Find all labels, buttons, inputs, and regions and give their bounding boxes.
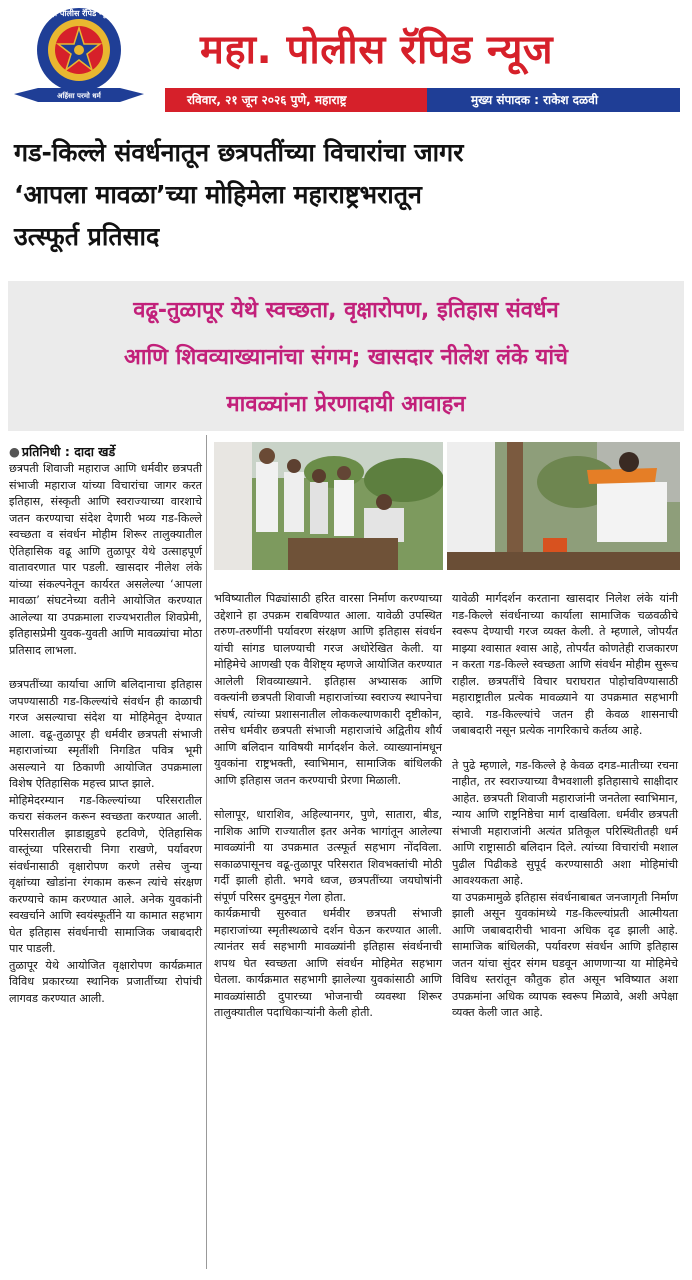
headline-line: ‘आपला मावळा’च्या मोहिमेला महाराष्ट्रभरातून xyxy=(14,180,422,209)
article-column-1 xyxy=(9,461,202,1007)
article-column-3 xyxy=(452,591,678,1022)
police-logo xyxy=(10,2,148,108)
logo-motto: अहिंसा परमो धर्म xyxy=(57,92,101,100)
subheadline-line: आणि शिवव्याख्यानांचा संगम; खासदार नीलेश लंके यांचे xyxy=(123,345,568,370)
paragraph: तुळापूर येथे आयोजित वृक्षारोपण कार्यक्रमात विविध प्रकारच्या स्थानिक प्रजातींच्या रोपांची लागवड करण्यात आली. xyxy=(9,958,202,1005)
paragraph: भविष्यातील पिढ्यांसाठी हरित वारसा निर्माण करण्याच्या उद्देशाने हा उपक्रम राबविण्यात आला. यावेळी उपस्थित तरुण-तरुणींनी पर्यावरण संरक्षण आणि इतिहास संवर्धन यांची सांगड घालण्याची गरज अधोरेखित केली. या मोहिमेचे आणखी एक वैशिष्ट्य म्हणजे आयोजित करण्यात आलेली शिवव्याख्याने. इतिहास अभ्यासक आणि वक्त्यांनी छत्रपती शिवाजी महाराजांच्या स्वराज्य स्थापनेचा संघर्ष, त्यांच्या प्रशासनातील लोककल्याणकारी दृष्टीकोन, तसेच धर्मवीर छत्रपती संभाजी महाराजांचे अद्वितीय शौर्य आणि बलिदान याविषयी मार्गदर्शन केले. व्याख्यानांमधून युवकांना राष्ट्रभक्ती, स्वाभिमान, सामाजिक बांधिलकी आणि इतिहास जतन करण्याची प्रेरणा मिळाली. xyxy=(214,592,443,787)
headline-line: उत्स्फूर्त प्रतिसाद xyxy=(14,222,160,251)
editor-bar: मुख्य संपादक : राकेश दळवी xyxy=(427,88,680,112)
paragraph: यावेळी मार्गदर्शन करताना खासदार निलेश लंके यांनी गड-किल्ले संवर्धनाच्या कार्याला सामाजिक चळवळीचे स्वरूप देण्याची गरज व्यक्त केली. ते म्हणाले, जोपर्यंत माझ्या श्वासात श्वास आहे, तोपर्यंत कोणतेही राजकारण न करता गड-किल्ले स्वच्छता आणि संवर्धन मोहीम सुरूच राहील. छत्रपतींचे विचार घराघरात पोहोचविण्यासाठी महाराष्ट्रातील प्रत्येक मावळ्याने या उपक्रमात सहभागी व्हावे. गड-किल्ल्यांचे जतन ही केवळ शासनाची जबाबदारी नसून प्रत्येक नागरिकाचे कर्तव्य आहे. xyxy=(452,592,678,737)
byline xyxy=(9,443,115,460)
paragraph: या उपक्रमामुळे इतिहास संवर्धनाबाबत जनजागृती निर्माण झाली असून युवकांमध्ये गड-किल्ल्यांप्रती आत्मीयता आणि जबाबदारीची भावना अधिक दृढ झाली आहे. सामाजिक बांधिलकी, पर्यावरण संवर्धन आणि इतिहास जतन यांचा सुंदर संगम घडवून आणणाऱ्या या मोहिमेचे विविध स्तरांतून कौतुक होत असून भविष्यात अशा उपक्रमांना अधिक व्यापक स्वरूप मिळावे, अशी अपेक्षा व्यक्त केली जात आहे. xyxy=(452,890,678,1019)
byline-text: प्रतिनिधी : दादा खर्डे xyxy=(21,444,116,459)
bullet-icon: ● xyxy=(9,444,20,459)
subheadline-line: मावळ्यांना प्रेरणादायी आवाहन xyxy=(226,392,466,417)
paragraph: ते पुढे म्हणाले, गड-किल्ले हे केवळ दगड-मातीच्या रचना नाहीत, तर स्वराज्याच्या वैभवशाली इतिहासाचे साक्षीदार आहेत. छत्रपती शिवाजी महाराजांनी जनतेला स्वाभिमान, न्याय आणि राष्ट्रनिष्ठेचा मार्ग दाखविला. धर्मवीर छत्रपती संभाजी महाराजांनी अत्यंत प्रतिकूल परिस्थितीतही धर्म आणि राष्ट्रासाठी बलिदान दिले. त्यांच्या विचारांची मशाल पुढील पिढीकडे सुपूर्द करण्यासाठी अशा मोहिमांची आवश्यकता आहे. xyxy=(452,758,678,887)
article-column-2 xyxy=(214,591,442,1022)
subheadline-line: वढू-तुळापूर येथे स्वच्छता, वृक्षारोपण, इतिहास संवर्धन xyxy=(133,298,559,323)
headline-line: गड-किल्ले संवर्धनातून छत्रपतींच्या विचारांचा जागर xyxy=(14,138,464,167)
paragraph: सोलापूर, धाराशिव, अहिल्यानगर, पुणे, सातारा, बीड, नाशिक आणि राज्यातील इतर अनेक भागांतून आलेल्या मावळ्यांनी या उपक्रमात उत्स्फूर्त सहभाग नोंदविला. सकाळपासूनच वढू-तुळापूर परिसरात शिवभक्तांची मोठी गर्दी झाली होती. भगवे ध्वज, छत्रपतींच्या जयघोषांनी संपूर्ण परिसर दुमदुमून गेला होता. xyxy=(214,808,442,904)
logo-ring-text: महा पोलीस रॅपिड न्यूज xyxy=(45,9,113,18)
subheadline xyxy=(8,287,684,428)
paragraph: कार्यक्रमाची सुरुवात धर्मवीर छत्रपती संभाजी महाराजांच्या स्मृतीस्थळाचे दर्शन घेऊन करण्यात आली. त्यानंतर सर्व सहभागी मावळ्यांनी इतिहास संवर्धनाची शपथ घेत स्वच्छता आणि संवर्धन मोहिमेत सहभाग घेतला. कार्यक्रमात सहभागी झालेल्या युवकांसाठी आणि मावळ्यांसाठी दुपारच्या भोजनाची व्यवस्था शिरूर तालुक्यातील पदाधिकाऱ्यांनी केली होती. xyxy=(214,907,442,1019)
paragraph: मोहिमेदरम्यान गड-किल्ल्यांच्या परिसरातील कचरा संकलन करून स्वच्छता करण्यात आली. परिसरातील झाडाझुडपे हटविणे, ऐतिहासिक वास्तूंच्या परिसराची निगा राखणे, पर्यावरण संवर्धनासाठी वृक्षारोपण करणे तसेच जुन्या वृक्षांच्या खोडांना रंगकाम करून त्यांचे संरक्षण करण्याचे काम करण्यात आले. अनेक युवकांनी स्वखर्चाने आणि स्वयंस्फूर्तीने या कामात सहभाग घेत इतिहास संवर्धनाची सामाजिक जबाबदारी पार पाडली. xyxy=(9,793,202,955)
paragraph: छत्रपती शिवाजी महाराज आणि धर्मवीर छत्रपती संभाजी महाराज यांच्या विचारांचा जागर करत इतिहास, संस्कृती आणि स्वराज्याच्या वारशाचे जतन करण्याचा संदेश देणारी भव्य गड-किल्ले स्वच्छता व संवर्धन मोहीम शिरूर तालुक्यातील ऐतिहासिक वढू आणि तुळापूर येथे उत्साहपूर्ण वातावरणात पार पडली. खासदार नीलेश लंके यांच्या संकल्पनेतून कार्यरत असलेल्या ‘आपला मावळा’ संघटनेच्या वतीने आयोजित करण्यात आलेल्या या उपक्रमाला राज्यभरातील शिवप्रेमी, इतिहासप्रेमी युवक-युवती आणि मावळ्यांचा मोठा प्रतिसाद लाभला. xyxy=(9,462,202,657)
dateline-bar: रविवार, २१ जून २०२६ पुणे, महाराष्ट्र xyxy=(165,88,427,112)
logo-centre-dot xyxy=(74,45,84,55)
column-divider xyxy=(206,435,207,1269)
newspaper-title: महा. पोलीस रॅपिड न्यूज xyxy=(200,27,554,73)
watering-sapling-photo xyxy=(447,442,680,570)
group-planting-photo xyxy=(214,442,443,570)
headline xyxy=(14,132,682,258)
paragraph: छत्रपतींच्या कार्याचा आणि बलिदानाचा इतिहास जपण्यासाठी गड-किल्ल्यांचे संवर्धन ही काळाची गरज असल्याचा संदेश या मोहिमेतून देण्यात आला. वढू-तुळापूर ही धर्मवीर छत्रपती संभाजी महाराजांच्या स्मृतींशी निगडित पवित्र भूमी असल्याने या ठिकाणी आयोजित उपक्रमाला विशेष ऐतिहासिक महत्त्व प्राप्त झाले. xyxy=(9,678,202,790)
